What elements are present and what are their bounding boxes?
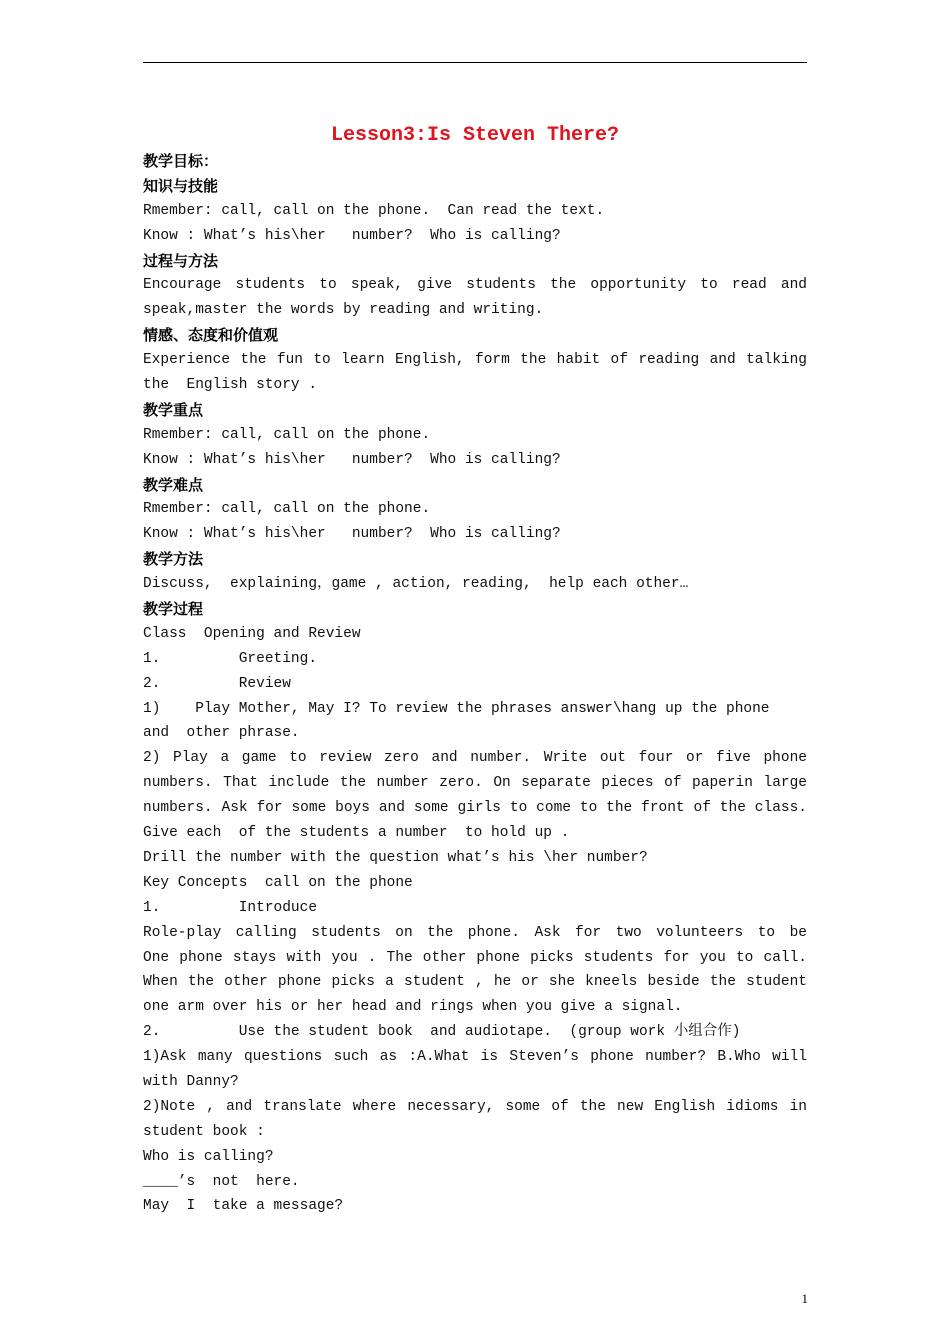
section-heading: 教学过程: [143, 600, 204, 619]
text-line: the English story .: [143, 377, 318, 394]
text-line: and other phrase.: [143, 725, 300, 742]
text-line: 2. Review: [143, 675, 291, 692]
text-line: One phone stays with you . The other phone picks students for you to call.: [143, 949, 807, 966]
document-body: [143, 149, 807, 1219]
text-line: Rmember: call, call on the phone.: [143, 426, 431, 443]
text-line: Discuss, explaining，game , action, reading, help each other…: [143, 576, 689, 593]
section-heading: 教学目标：: [143, 152, 219, 170]
section-heading: 知识与技能: [143, 176, 219, 195]
text-line: When the other phone picks a student , he or she kneels beside the student: [143, 974, 807, 991]
text-line: 2. Use the student book and audiotape. (group work 小组合作): [143, 1024, 741, 1041]
text-line: 2)Note , and translate where necessary, some of the new English idioms in: [143, 1098, 807, 1115]
text-line: 1. Greeting.: [143, 650, 318, 667]
text-line: Class Opening and Review: [143, 625, 361, 642]
text-line: Know : What’s his\her number? Who is calling?: [143, 526, 561, 543]
page-title: Lesson3:Is Steven There?: [330, 124, 620, 147]
text-line: Drill the number with the question what’s his \her number?: [143, 849, 648, 866]
text-line: 2) Play a game to review zero and number. Write out four or five phone: [143, 750, 807, 767]
section-heading: 教学重点: [143, 400, 204, 419]
section-heading: 过程与方法: [143, 251, 219, 270]
header-rule: [143, 62, 807, 63]
text-line: numbers. Ask for some boys and some girls to come to the front of the class.: [143, 800, 807, 817]
text-line: numbers. That include the number zero. On separate pieces of paperin large: [143, 775, 807, 792]
text-line: Key Concepts call on the phone: [143, 874, 413, 891]
text-line: Who is calling?: [143, 1148, 274, 1165]
text-line: Role-play calling students on the phone. Ask for two volunteers to be: [143, 924, 807, 941]
text-line: Encourage students to speak, give students the opportunity to read and: [143, 277, 807, 294]
text-line: with Danny?: [143, 1073, 239, 1090]
text-line: Know : What’s his\her number? Who is calling?: [143, 451, 561, 468]
text-line: 1) Play Mother, May I? To review the phrases answer\hang up the phone: [143, 700, 770, 717]
text-line: Rmember: call, call on the phone.: [143, 501, 431, 518]
text-line: speak,master the words by reading and writing.: [143, 302, 544, 319]
text-line: Give each of the students a number to hold up .: [143, 825, 570, 842]
text-line: one arm over his or her head and rings when you give a signal.: [143, 999, 683, 1016]
text-line: Know : What’s his\her number? Who is calling?: [143, 227, 561, 244]
section-heading: 情感、态度和价值观: [143, 326, 279, 345]
section-heading: 教学方法: [143, 550, 204, 569]
text-line: student book :: [143, 1123, 265, 1140]
text-line: Rmember: call, call on the phone. Can read the text.: [143, 202, 605, 219]
text-line: May I take a message?: [143, 1198, 344, 1215]
section-heading: 教学难点: [143, 475, 204, 494]
text-line: ____’s not here.: [143, 1173, 300, 1190]
text-line: 1. Introduce: [143, 899, 318, 916]
text-line: 1)Ask many questions such as :A.What is Steven’s phone number? B.Who will: [143, 1049, 807, 1066]
page-number: 1: [801, 1291, 808, 1306]
text-line: Experience the fun to learn English, form the habit of reading and talking: [143, 352, 807, 369]
